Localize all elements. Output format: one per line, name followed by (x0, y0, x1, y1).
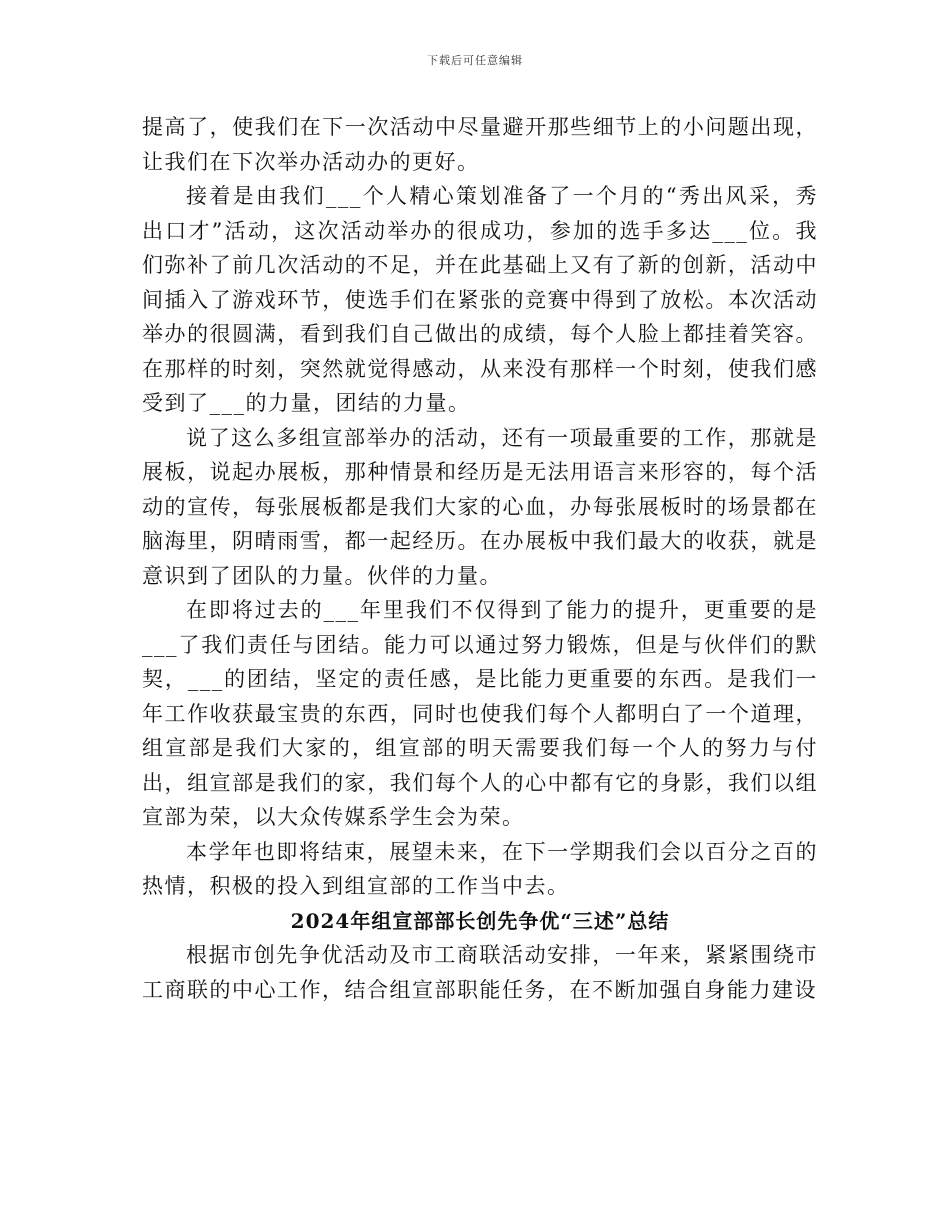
paragraph-4: 在即将过去的___年里我们不仅得到了能力的提升，更重要的是___了我们责任与团结。能力可以通过努力锻炼，但是与伙伴们的默契，___的团结，坚定的责任感，是比能力更重要的东西。是我们一年工作收获最宝贵的东西，同时也使我们每个人都明白了一个道理，组宣部是我们大家的，组宣部的明天需要我们每一个人的努力与付出，组宣部是我们的家，我们每个人的心中都有它的身影，我们以组宣部为荣，以大众传媒系学生会为荣。 (142, 598, 818, 829)
paragraph-6: 根据市创先争优活动及市工商联活动安排，一年来，紧紧围绕市工商联的中心工作，结合组宣部职能任务，在不断加强自身能力建设 (142, 943, 818, 1002)
section-title: 2024年组宣部部长创先争优“三述”总结 (290, 908, 670, 933)
paragraph-3: 说了这么多组宣部举办的活动，还有一项最重要的工作，那就是展板，说起办展板，那种情景和经历是无法用语言来形容的，每个活动的宣传，每张展板都是我们大家的心血，办每张展板时的场景都在脑海里，阴晴雨雪，都一起经历。在办展板中我们最大的收获，就是意识到了团队的力量。伙伴的力量。 (142, 425, 818, 588)
paragraph-1: 提高了，使我们在下一次活动中尽量避开那些细节上的小问题出现，让我们在下次举办活动办的更好。 (142, 115, 818, 174)
paragraph-5: 本学年也即将结束，展望未来，在下一学期我们会以百分之百的热情，积极的投入到组宣部的工作当中去。 (142, 839, 818, 898)
document-body (142, 110, 818, 1007)
page-header: 下载后可任意编辑 (427, 54, 523, 67)
paragraph-2: 接着是由我们___个人精心策划准备了一个月的“秀出风采，秀出口才”活动，这次活动举办的很成功，参加的选手多达___位。我们弥补了前几次活动的不足，并在此基础上又有了新的创新，活动中间插入了游戏环节，使选手们在紧张的竞赛中得到了放松。本次活动举办的很圆满，看到我们自己做出的成绩，每个人脸上都挂着笑容。在那样的时刻，突然就觉得感动，从来没有那样一个时刻，使我们感受到了___的力量，团结的力量。 (142, 184, 818, 415)
